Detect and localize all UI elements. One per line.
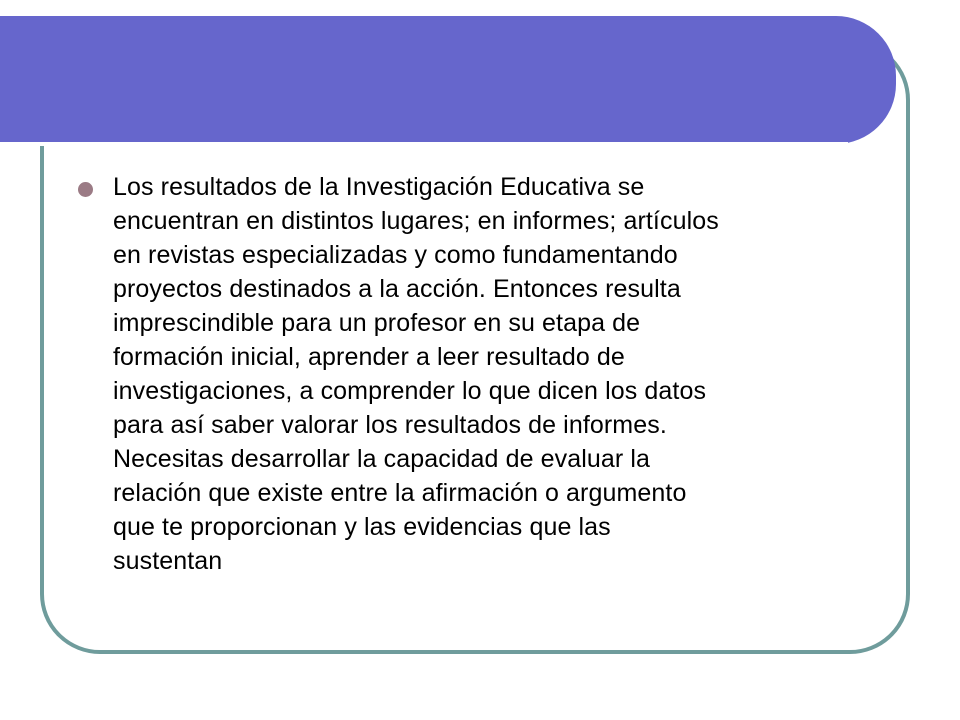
title-band bbox=[0, 16, 896, 144]
bullet-dot-icon bbox=[78, 182, 93, 197]
bullet-item bbox=[70, 170, 890, 578]
slide-content bbox=[70, 170, 890, 578]
title-underline bbox=[0, 142, 848, 146]
bullet-text: Los resultados de la Investigación Educativa se encuentran en distintos lugares; en informes; artículos en revistas especializadas y como fundamentando proyectos destinados a la acción. Entonces resulta imprescindible para un profesor en su etapa de formación inicial, aprender a leer resultado de investigaciones, a comprender lo que dicen los datos para así saber valorar los resultados de informes. Necesitas desarrollar la capacidad de evaluar la relación que existe entre la afirmación o argumento que te proporcionan y las evidencias que las sustentan bbox=[113, 173, 719, 575]
